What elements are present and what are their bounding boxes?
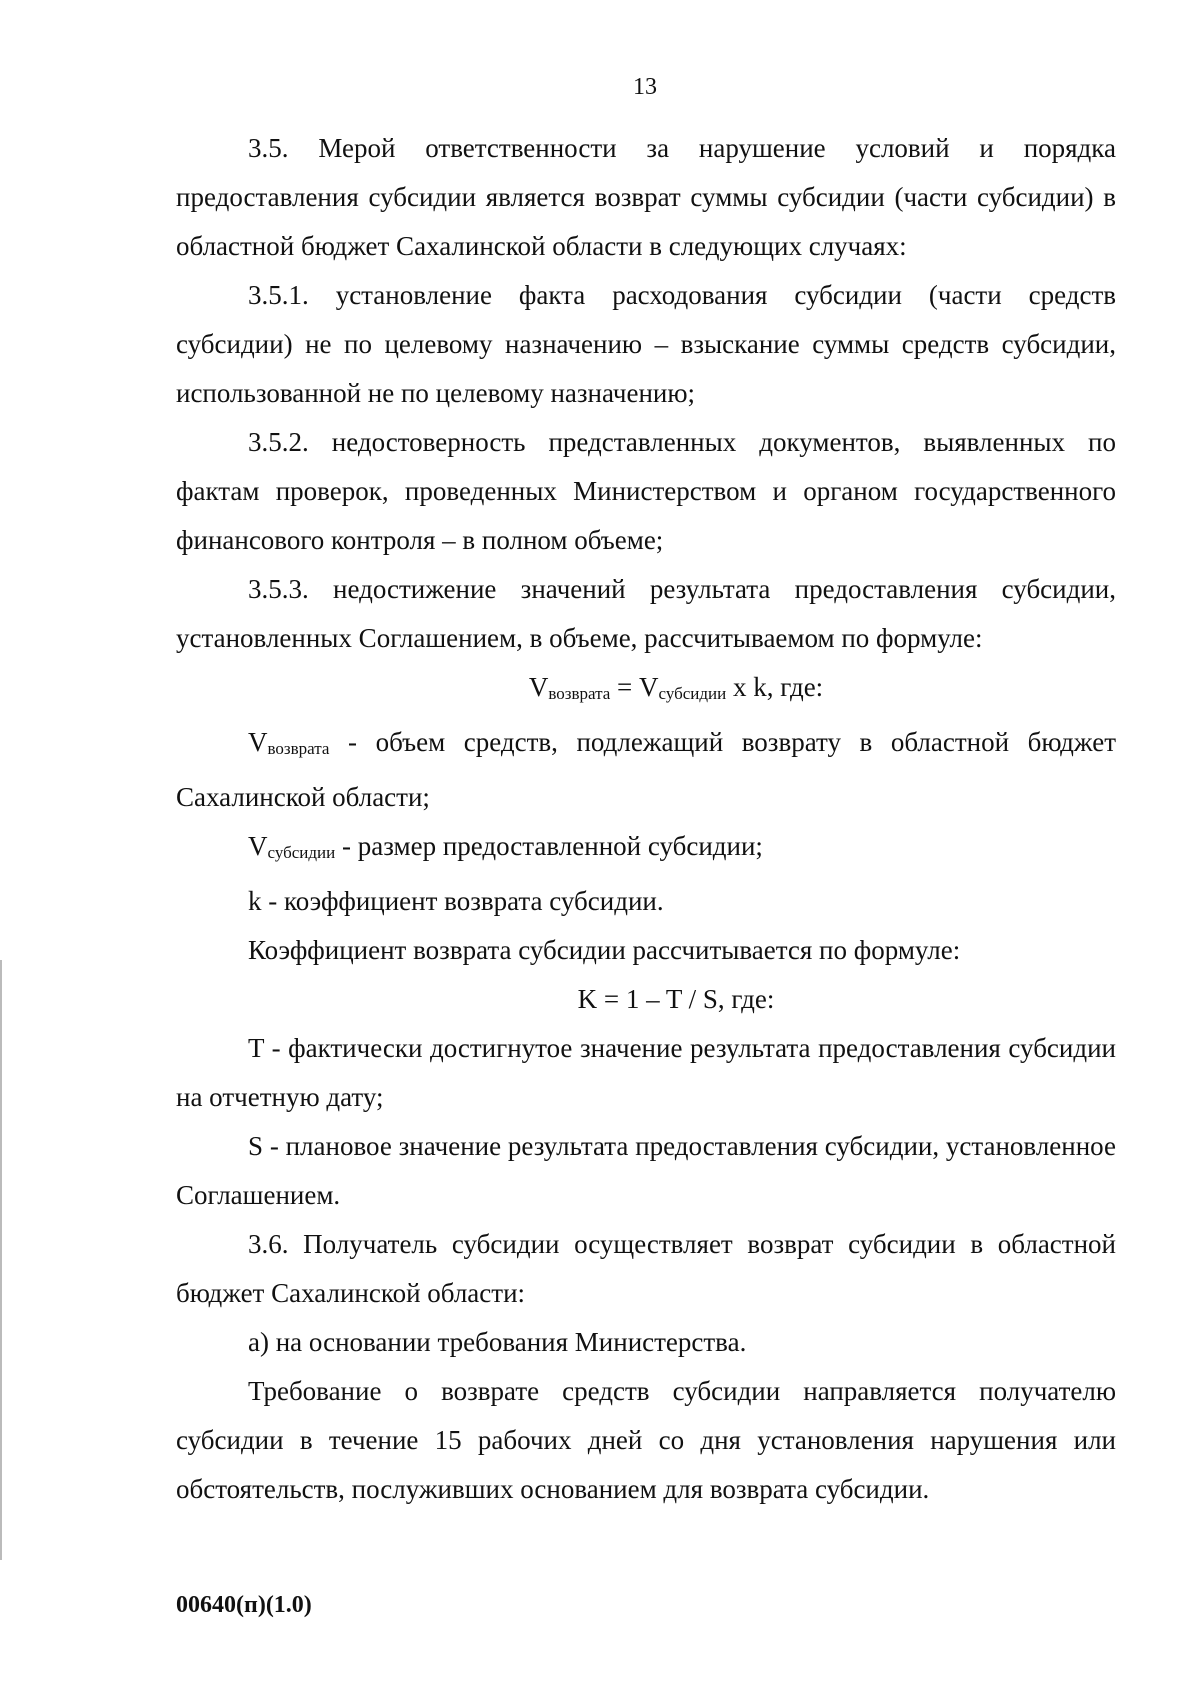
paragraph-3-5-3: 3.5.3. недостижение значений результата предоставления субсидии, установленных Соглашением, в объеме, рассчитываемом по формуле: [176,574,1116,653]
definition-s: S - плановое значение результата предоставления субсидии, установленное Соглашением. [176,1131,1116,1210]
document-body [176,124,1116,1514]
def-v-sub: возврата [267,739,330,758]
definition-v-subsidy [176,822,1116,877]
paragraph-return-requirement: Требование о возврате средств субсидии направляется получателю субсидии в течение 15 рабочих дней со дня установления нарушения или обстоятельств, послуживших основанием для возврата субсидии. [176,1376,1116,1504]
coefficient-intro: Коэффициент возврата субсидии рассчитывается по формуле: [248,935,961,965]
formula-return-volume [176,663,1116,718]
formula-sub-return: возврата [548,684,611,703]
def-v-text: - объем средств, подлежащий возврату в областной бюджет Сахалинской области; [176,727,1116,812]
formula-tail: x k, где: [726,672,824,702]
def-vs: V [248,831,268,861]
item-a: а) на основании требования Министерства. [248,1327,747,1357]
formula-eq: = V [610,672,659,702]
definition-t: T - фактически достигнутое значение результата предоставления субсидии на отчетную дату; [176,1033,1116,1112]
document-code: 00640(п)(1.0) [176,1592,312,1618]
scan-edge-mark [0,960,2,1560]
formula-coefficient: K = 1 – T / S, где: [577,984,775,1014]
paragraph-3-5-1: 3.5.1. установление факта расходования субсидии (части средств субсидии) не по целевому назначению – взыскание суммы средств субсидии, использованной не по целевому назначению; [176,280,1116,408]
definition-k: k - коэффициент возврата субсидии. [248,886,664,916]
def-vs-text: - размер предоставленной субсидии; [335,831,763,861]
definition-v-return [176,718,1116,822]
paragraph-3-5: 3.5. Мерой ответственности за нарушение условий и порядка предоставления субсидии является возврат суммы субсидии (части субсидии) в областной бюджет Сахалинской области в следующих случаях: [176,133,1116,261]
paragraph-3-6: 3.6. Получатель субсидии осуществляет возврат субсидии в областной бюджет Сахалинской области: [176,1229,1116,1308]
paragraph-3-5-2: 3.5.2. недостоверность представленных документов, выявленных по фактам проверок, проведенных Министерством и органом государственного финансового контроля – в полном объеме; [176,427,1116,555]
def-vs-sub: субсидии [267,843,336,862]
formula-sub-subsidy: субсидии [658,684,727,703]
def-v: V [248,727,268,757]
page-number: 13 [633,74,657,100]
formula-v: V [528,672,549,702]
